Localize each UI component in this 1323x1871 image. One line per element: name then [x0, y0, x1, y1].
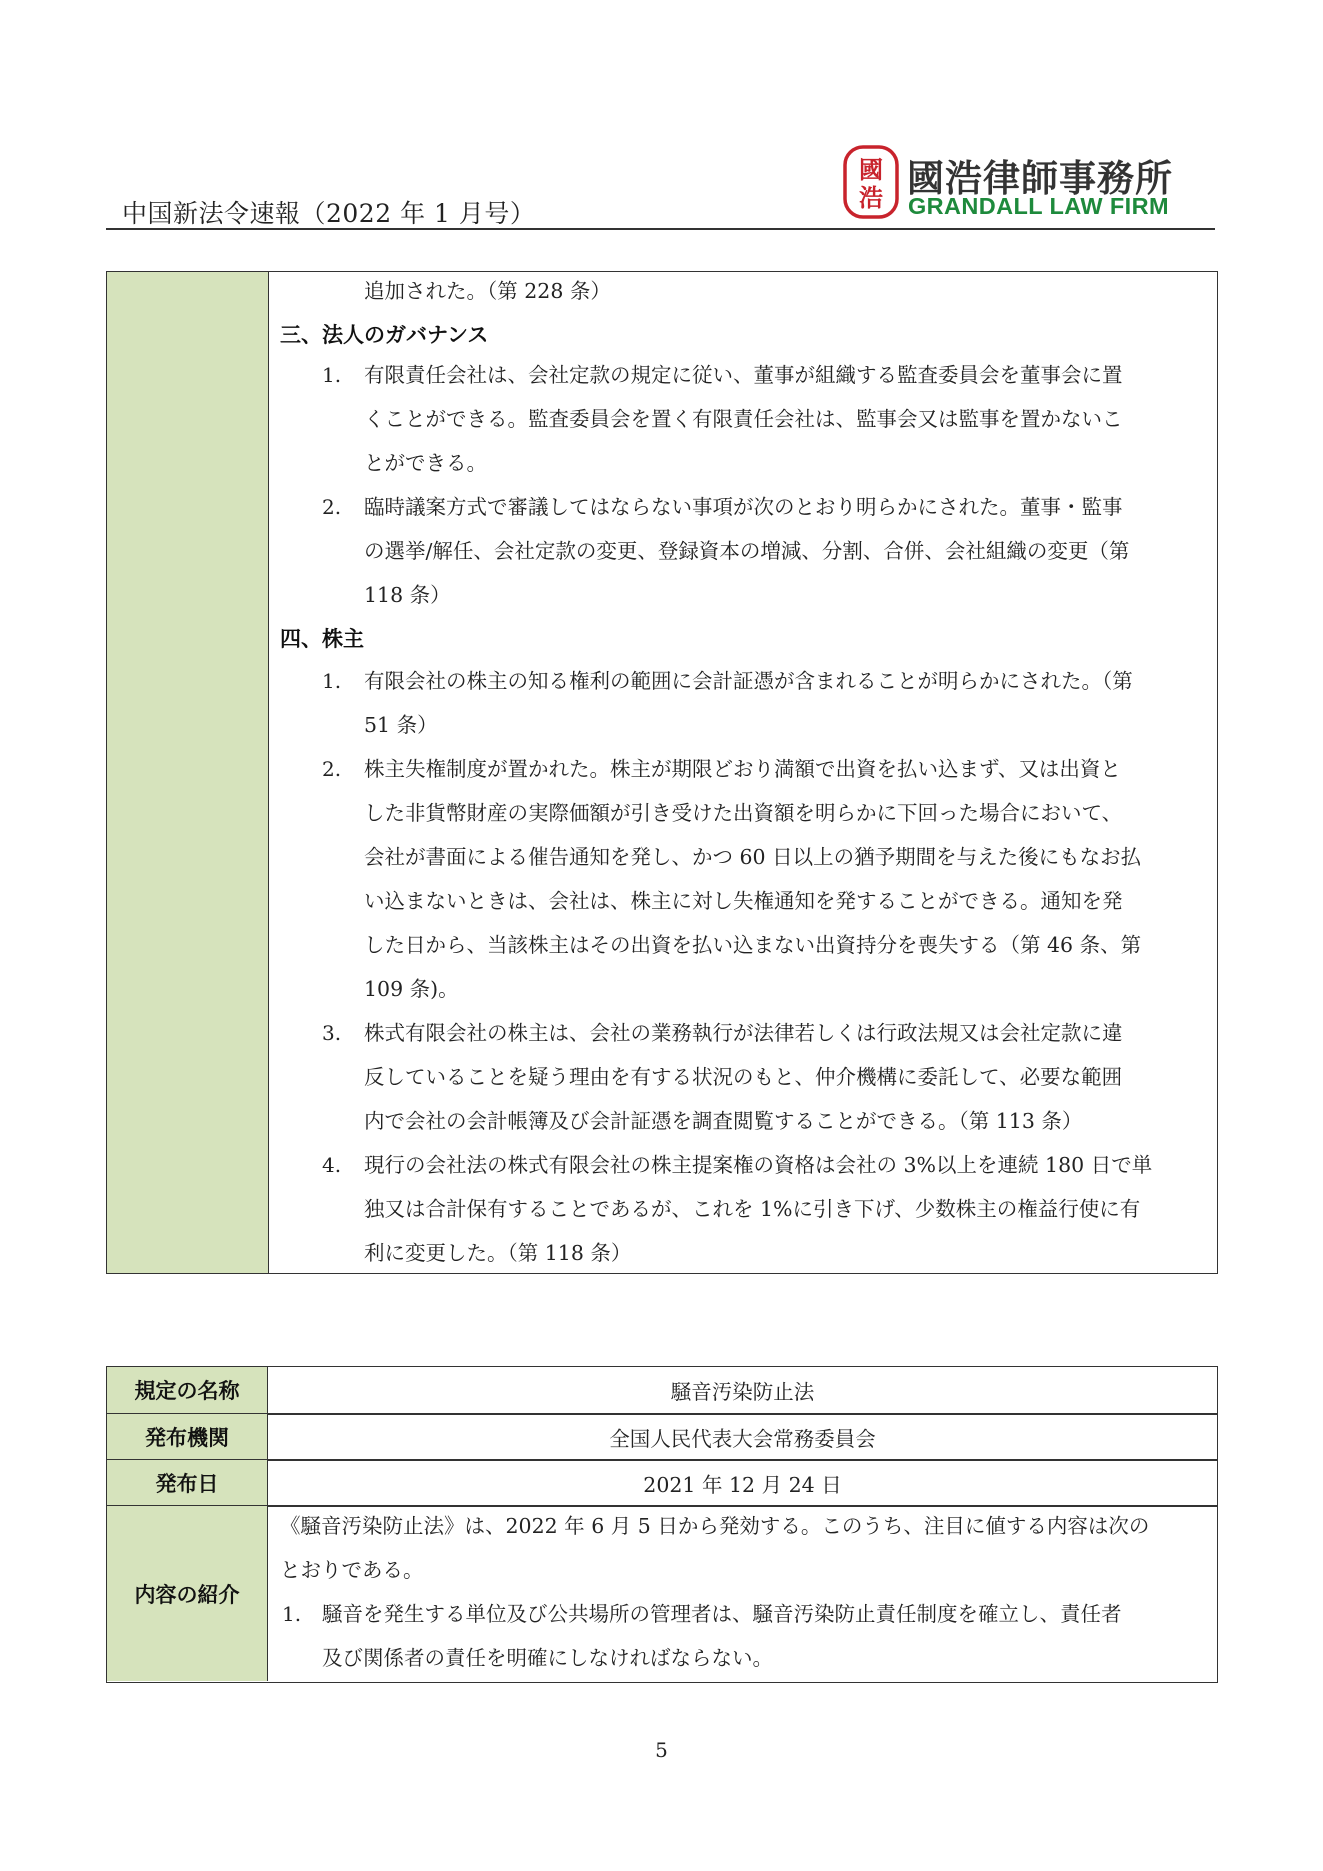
- list-number: 4.: [322, 1153, 342, 1177]
- row-value-issue-date: 2021 年 12 月 24 日: [643, 1472, 842, 1497]
- page-number: 5: [655, 1738, 668, 1762]
- list-item-text: くことができる。監査委員会を置く有限責任会社は、監事会又は監事を置かないこ: [364, 407, 1123, 431]
- list-item-text: 独又は合計保有することであるが、これを 1%に引き下げ、少数株主の権益行使に有: [364, 1197, 1141, 1221]
- company-law-table: [106, 271, 1218, 1274]
- list-item-text: 51 条）: [364, 713, 438, 737]
- list-item-text: 騒音を発生する単位及び公共場所の管理者は、騒音汚染防止責任制度を確立し、責任者: [322, 1602, 1122, 1626]
- intro-text: とおりである。: [280, 1558, 424, 1582]
- section-heading-governance: 三、法人のガバナンス: [280, 323, 489, 347]
- row-value-issuing-body: 全国人民代表大会常務委員会: [609, 1426, 876, 1451]
- list-item-text: 利に変更した。（第 118 条）: [364, 1241, 632, 1265]
- list-item-text: 株主失権制度が置かれた。株主が期限どおり満額で出資を払い込まず、又は出資と: [364, 757, 1121, 781]
- intro-text: 《騒音汚染防止法》は、2022 年 6 月 5 日から発効する。このうち、注目に値する内容は次の: [280, 1514, 1150, 1538]
- svg-text:國: 國: [859, 156, 883, 184]
- list-item-text: した非貨幣財産の実際価額が引き受けた出資額を明らかに下回った場合において、: [364, 801, 1123, 825]
- row-label-content-intro: 内容の紹介: [107, 1506, 268, 1681]
- list-number: 2.: [322, 757, 342, 781]
- list-item-text: 有限会社の株主の知る権利の範囲に会計証憑が含まれることが明らかにされた。（第: [364, 669, 1133, 693]
- list-item-text: 118 条）: [364, 583, 451, 607]
- list-item-text: 反していることを疑う理由を有する状況のもと、仲介機構に委託して、必要な範囲: [364, 1065, 1123, 1089]
- list-number: 1.: [322, 363, 342, 387]
- list-item-text: 会社が書面による催告通知を発し、かつ 60 日以上の猶予期間を与えた後にもなお払: [364, 845, 1142, 869]
- firm-logo: [843, 144, 1183, 224]
- firm-name-english: GRANDALL LAW FIRM: [908, 193, 1169, 219]
- row-label-regulation-name: 規定の名称: [107, 1367, 268, 1413]
- list-item-text: の選挙/解任、会社定款の変更、登録資本の増減、分割、合併、会社組織の変更（第: [364, 539, 1130, 563]
- noise-law-table: [106, 1366, 1218, 1683]
- row-value-regulation-name: 騒音汚染防止法: [670, 1380, 815, 1404]
- row-value-content-intro: [268, 1506, 1217, 1681]
- table-content-cell: [268, 272, 1217, 1273]
- seal-icon: [843, 144, 899, 220]
- list-item-text: 臨時議案方式で審議してはならない事項が次のとおり明らかにされた。董事・監事: [364, 495, 1123, 519]
- table-side-column: [107, 272, 269, 1273]
- list-number: 3.: [322, 1021, 342, 1045]
- section-heading-shareholders: 四、株主: [280, 627, 364, 651]
- list-item-text: 現行の会社法の株式有限会社の株主提案権の資格は会社の 3%以上を連続 180 日で単: [364, 1153, 1153, 1177]
- list-item-text: 及び関係者の責任を明確にしなければならない。: [322, 1646, 773, 1670]
- firm-name-chinese: 國浩律師事務所: [907, 157, 1173, 200]
- list-number: 2.: [322, 495, 342, 519]
- list-item-text: 有限責任会社は、会社定款の規定に従い、董事が組織する監査委員会を董事会に置: [364, 363, 1123, 387]
- document-header-title: 中国新法令速報（2022 年 1 月号）: [122, 199, 536, 228]
- row-label-issuing-body: 発布機関: [107, 1414, 268, 1459]
- list-number: 1.: [322, 669, 342, 693]
- continuation-line: 追加された。（第 228 条）: [364, 279, 611, 303]
- list-item-text: 109 条)。: [364, 977, 459, 1001]
- list-item-text: とができる。: [364, 451, 487, 475]
- list-item-text: 内で会社の会計帳簿及び会計証憑を調査閲覧することができる。（第 113 条）: [364, 1109, 1083, 1133]
- header-divider: [106, 228, 1215, 230]
- svg-text:浩: 浩: [859, 184, 883, 212]
- list-item-text: い込まないときは、会社は、株主に対し失権通知を発することができる。通知を発: [364, 889, 1123, 913]
- list-item-text: した日から、当該株主はその出資を払い込まない出資持分を喪失する（第 46 条、第: [364, 933, 1142, 957]
- list-item-text: 株式有限会社の株主は、会社の業務執行が法律若しくは行政法規又は会社定款に違: [364, 1021, 1123, 1045]
- list-number: 1.: [282, 1602, 302, 1626]
- row-label-issue-date: 発布日: [107, 1460, 268, 1505]
